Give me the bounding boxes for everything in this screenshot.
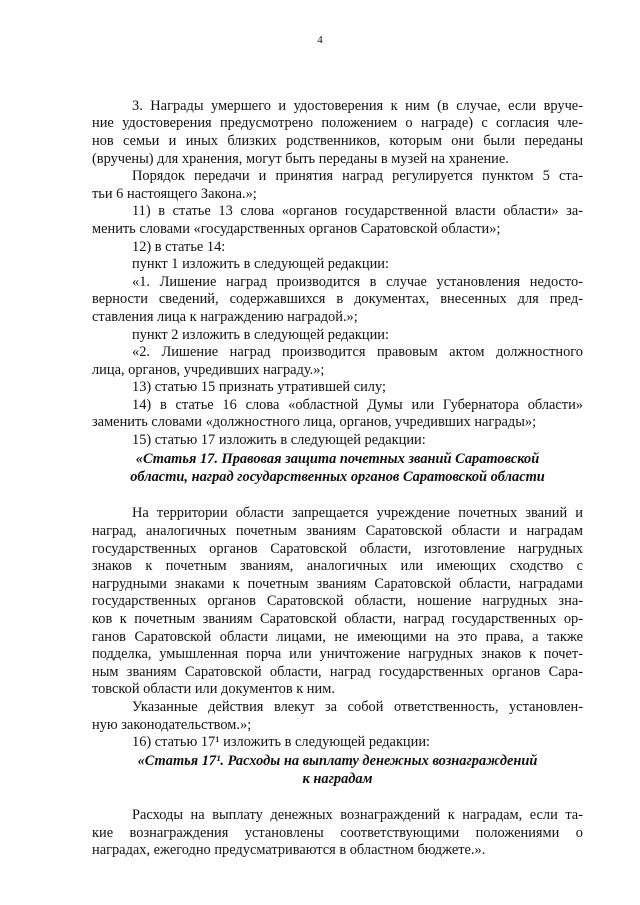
text-line: Указанные действия влекут за собой ответственность, установлен- [132,699,583,715]
text-line: подделка, умышленная порча или уничтожение нагрудных знаков к почет- [92,646,583,662]
text-line: ставления лица к награждению наградой.»; [92,309,358,325]
text-line: «2. Лишение наград производится правовым актом должностного [132,344,583,360]
article-heading-line: «Статья 17¹. Расходы на выплату денежных вознаграждений [137,753,538,769]
text-line: пункт 2 изложить в следующей редакции: [132,327,389,343]
text-line: 3. Награды умершего и удостоверения к ним (в случае, если вруче- [132,98,583,114]
text-line: 12) в статье 14: [132,239,226,255]
text-line: нагрудными знаками к почетным званиям Саратовской области, наградами [92,576,583,592]
page-number: 4 [317,34,323,46]
text-line: Расходы на выплату денежных вознаграждений к наградам, если та- [132,807,583,823]
text-line: ние удостоверения предусмотрено положением о награде) с согласия чле- [92,115,583,131]
text-line: знаков к почетным званиям, аналогичных или имеющих сходство с [92,558,583,574]
text-line: 13) статью 15 признать утратившей силу; [132,379,386,395]
text-line: государственных органов Саратовской области, ношение нагрудных зна- [92,593,583,609]
article-heading-line: «Статья 17. Правовая защита почетных званий Саратовской [135,451,540,467]
text-line: верности сведений, содержавшихся в документах, внесенных для пред- [92,291,583,307]
text-line: «1. Лишение наград производится в случае установления недосто- [132,274,583,290]
text-line: ным званиям Саратовской области, наград государственных органов Сара- [92,664,583,680]
text-line: ную законодательством.»; [92,717,252,733]
text-line: ганов Саратовской области лицами, не имеющими на это права, а также [92,629,583,645]
text-line: нов семьи и иных близких родственников, которым они были переданы [92,133,583,149]
text-line: лица, органов, учредивших награду.»; [92,362,325,378]
text-line: 16) статью 17¹ изложить в следующей редакции: [132,734,431,750]
text-line: тьи 6 настоящего Закона.»; [92,186,257,202]
text-line: государственных органов Саратовской области, изготовление нагрудных [92,541,583,557]
text-line: ков к почетным званиям Саратовской области, наград государственных ор- [92,611,583,627]
text-line: кие вознаграждения установлены соответствующими положениями о [92,825,583,841]
text-line: заменить словами «должностного лица, органов, учредивших награды»; [92,414,537,430]
text-line: наград, аналогичных почетным званиям Саратовской области и наградам [92,523,583,539]
text-line: Порядок передачи и принятия наград регулируется пунктом 5 ста- [132,168,583,184]
text-line: (вручены) для хранения, могут быть переданы в музей на хранение. [92,151,509,167]
text-line: товской области или документов к ним. [92,681,335,697]
text-line: На территории области запрещается учреждение почетных званий и [132,505,583,521]
article-heading-line: области, наград государственных органов Саратовской области [130,469,545,485]
scan-smudge [352,760,368,765]
text-line: менить словами «государственных органов Саратовской области»; [92,221,501,237]
text-line: наградах, ежегодно предусматриваются в областном бюджете.». [92,842,486,858]
text-line: 14) в статье 16 слова «областной Думы или Губернатора области» [132,397,583,413]
text-line: пункт 1 изложить в следующей редакции: [132,256,389,272]
text-line: 15) статью 17 изложить в следующей редакции: [132,432,426,448]
text-line: 11) в статье 13 слова «органов государственной власти области» за- [132,203,583,219]
article-heading-line: к наградам [302,771,373,787]
